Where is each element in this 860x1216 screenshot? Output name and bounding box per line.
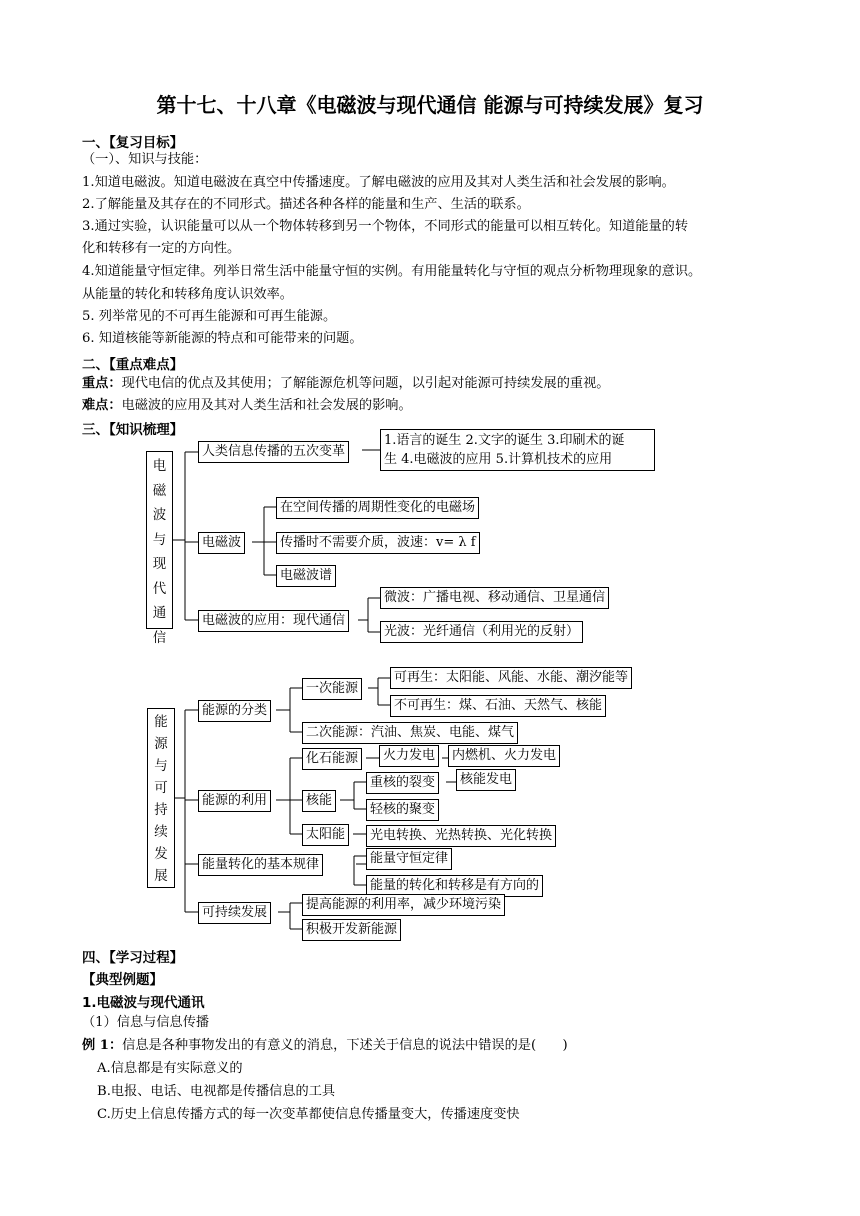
tree2-fossil-energy: 化石能源 [302,748,362,770]
tree1-branch-applications: 电磁波的应用：现代通信 [198,610,349,632]
subtopic-heading: （1）信息与信息传播 [82,1015,210,1030]
key-text: 现代电信的优点及其使用；了解能源危机等问题，以引起对能源可持续发展的重视。 [121,376,610,391]
tree2-energy-conservation: 能量守恒定律 [366,848,452,870]
goal-line: 2.了解能量及其存在的不同形式。描述各种各样的能量和生产、生活的联系。 [82,197,530,212]
tree2-thermal-power: 火力发电 [379,745,439,767]
goals-subheading: （一）、知识与技能： [82,152,208,167]
goal-line: 3.通过实验，认识能量可以从一个物体转移到另一个物体，不同形式的能量可以相互转化。知道能量的转 [82,219,689,234]
goal-line: 4.知道能量守恒定律。列举日常生活中能量守恒的实例。有用能量转化与守恒的观点分析物理现象的意识。 [82,264,702,279]
example-question [82,1035,568,1057]
goal-line: 化和转移有一定的方向性。 [82,241,241,256]
tree1-leaf-line: 1.语言的诞生 2.文字的诞生 3.印刷术的诞 [384,433,625,448]
tree2-secondary-energy: 二次能源：汽油、焦炭、电能、煤气 [302,722,518,744]
tree2-improve-efficiency: 提高能源的利用率，减少环境污染 [302,894,505,916]
difficulty-text: 电磁波的应用及其对人类生活和社会发展的影响。 [121,398,412,413]
tree1-leaf-revolutions [380,429,655,471]
tree2-fission: 重核的裂变 [366,772,439,794]
option-b: B.电报、电话、电视都是传播信息的工具 [97,1084,336,1099]
goal-line: 5. 列举常见的不可再生能源和可再生能源。 [82,309,337,324]
tree2-fusion: 轻核的聚变 [366,799,439,821]
goal-line: 1.知道电磁波。知道电磁波在真空中传播速度。了解电磁波的应用及其对人类生活和社会发展的影响。 [82,175,675,190]
tree2-branch-basic-laws: 能量转化的基本规律 [198,854,323,876]
goal-line: 从能量的转化和转移角度认识效率。 [82,287,293,302]
tree2-renewable: 可再生：太阳能、风能、水能、潮汐能等 [390,667,632,689]
section-heading-knowledge-map: 三、【知识梳理】 [82,422,184,438]
tree1-branch-five-revolutions: 人类信息传播的五次变革 [198,441,349,463]
tree2-combustion-engine: 内燃机、火力发电 [448,745,560,767]
option-c: C.历史上信息传播方式的每一次变革都使信息传播量变大，传播速度变快 [97,1107,520,1122]
tree2-nuclear-power: 核能发电 [456,769,516,791]
tree1-branch-em-wave: 电磁波 [198,532,245,554]
tree2-new-energy: 积极开发新能源 [302,919,401,941]
tree2-root-box [147,708,175,888]
tree2-energy-direction: 能量的转化和转移是有方向的 [366,875,543,897]
tree2-solar-energy: 太阳能 [302,824,349,846]
tree1-leaf-line: 生 4.电磁波的应用 5.计算机技术的应用 [384,452,613,467]
section-heading-learning-process: 四、【学习过程】 [82,950,184,966]
tree2-nuclear-energy: 核能 [302,790,336,812]
tree1-leaf-wave-speed: 传播时不需要介质，波速：v= λ f [276,532,480,554]
difficulty-label: 难点： [82,398,122,413]
tree2-branch-classification: 能源的分类 [198,700,271,722]
tree2-branch-utilization: 能源的利用 [198,790,271,812]
tree2-branch-sustainable: 可持续发展 [198,902,271,924]
typical-examples-heading: 【典型例题】 [82,972,163,988]
tree2-nonrenewable: 不可再生：煤、石油、天然气、核能 [390,695,606,717]
tree2-solar-conversion: 光电转换、光热转换、光化转换 [366,825,556,847]
topic-heading: 1.电磁波与现代通讯 [82,995,205,1011]
example-label: 例 1： [82,1038,123,1053]
section-heading-goals: 一、【复习目标】 [82,135,184,151]
option-a: A.信息都是有实际意义的 [97,1061,243,1076]
tree1-leaf-microwave: 微波：广播电视、移动通信、卫星通信 [380,587,609,609]
tree1-leaf-em-field: 在空间传播的周期性变化的电磁场 [276,497,479,519]
section-heading-key-points: 二、【重点难点】 [82,357,184,373]
tree1-leaf-spectrum: 电磁波谱 [276,565,336,587]
key-label: 重点： [82,376,122,391]
tree2-root-label: 能源与可持续发展 [154,714,168,884]
goal-line: 6. 知道核能等新能源的特点和可能带来的问题。 [82,331,363,346]
tree1-leaf-lightwave: 光波：光纤通信（利用光的反射） [380,621,583,643]
tree2-primary-energy: 一次能源 [302,678,362,700]
example-text: 信息是各种事物发出的有意义的消息，下述关于信息的说法中错误的是( ) [122,1038,568,1053]
tree1-root-label: 电磁波与现代通信 [152,458,167,646]
page-title: 第十七、十八章《电磁波与现代通信 能源与可持续发展》复习 [156,93,704,117]
tree1-root-box [146,451,173,646]
